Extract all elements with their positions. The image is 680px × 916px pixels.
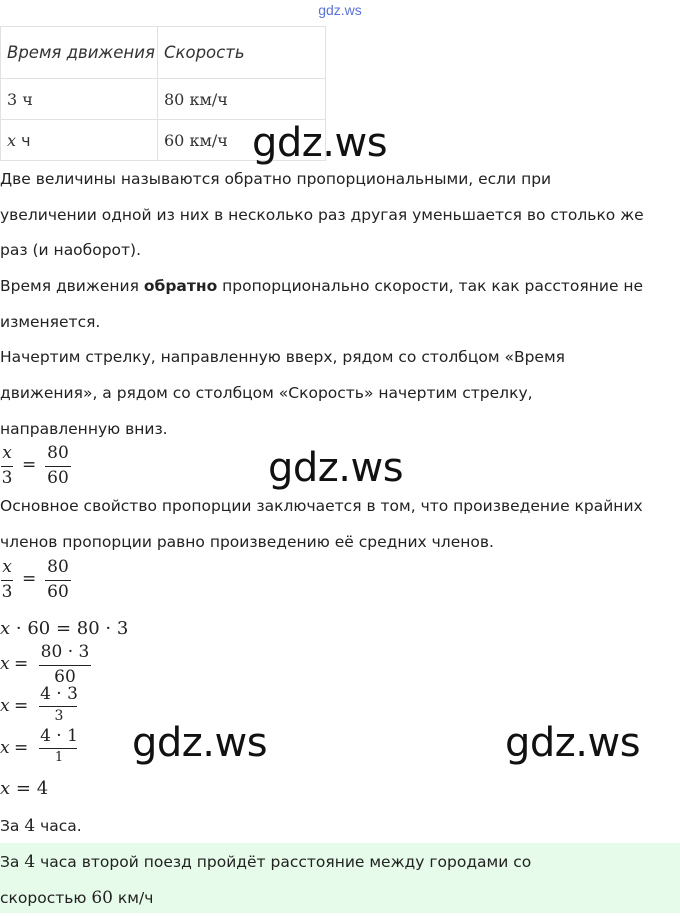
table-row	[1, 79, 326, 120]
text: км/ч	[113, 889, 154, 907]
numerator: 80	[47, 443, 69, 463]
var-x: x	[0, 654, 10, 674]
answer-line	[0, 844, 531, 880]
equals-sign: =	[22, 569, 37, 589]
text: часа.	[35, 817, 82, 835]
var-x: x	[0, 738, 10, 758]
text: За	[0, 853, 25, 871]
cell-speed-2: 60 км/ч	[158, 120, 326, 161]
answer-line	[0, 880, 153, 916]
text: пропорционально скорости, так как расстояние не	[217, 277, 644, 295]
equation-rest: = 4	[15, 778, 49, 799]
var-x: x	[0, 618, 11, 639]
paragraph-line: раз (и наоборот).	[0, 241, 142, 259]
text: Время движения	[0, 277, 144, 295]
answer-box	[0, 843, 680, 913]
equation-fraction-2	[0, 684, 100, 730]
equation-product	[0, 618, 128, 639]
equals-sign: =	[14, 738, 29, 758]
proportion-2	[0, 557, 80, 605]
table-header-row	[1, 27, 326, 79]
paragraph-line: Основное свойство пропорции заключается в том, что произведение крайних	[0, 497, 643, 515]
paragraph-line	[0, 268, 643, 304]
watermark: gdz.ws	[252, 120, 388, 166]
numerator: 80 · 3	[40, 642, 90, 662]
equals-sign: =	[22, 455, 37, 475]
short-answer	[0, 808, 82, 844]
var-x: x	[0, 778, 11, 799]
number: 60	[91, 888, 113, 908]
fraction-bar	[39, 665, 91, 666]
numerator: x	[2, 443, 12, 463]
denominator: 60	[47, 582, 69, 602]
fraction-bar	[39, 706, 77, 707]
paragraph-line: членов пропорции равно произведению её средних членов.	[0, 533, 494, 551]
header-speed: Скорость	[158, 27, 326, 79]
denominator: 3	[54, 708, 64, 724]
cell-time-1: 3 ч	[1, 79, 158, 120]
watermark: gdz.ws	[268, 445, 404, 491]
denominator: 3	[1, 582, 13, 602]
unit-hours: ч	[21, 130, 31, 150]
cell-time-2	[1, 120, 158, 161]
paragraph-line: Начертим стрелку, направленную вверх, рядом со столбцом «Время	[0, 348, 565, 366]
paragraph-line: изменяется.	[0, 313, 101, 331]
equals-sign: =	[14, 696, 29, 716]
proportion-1	[0, 443, 80, 491]
equation-result	[0, 778, 48, 799]
equation-fraction-1	[0, 642, 120, 690]
denominator: 60	[47, 468, 69, 488]
denominator: 3	[1, 468, 13, 488]
var-x: x	[0, 696, 10, 716]
fraction-bar	[39, 748, 77, 749]
text: скоростью	[0, 889, 92, 907]
numerator: 80	[47, 557, 69, 577]
equation-fraction-3	[0, 726, 100, 772]
text: За	[0, 817, 25, 835]
fraction-bar	[1, 466, 13, 467]
paragraph-line: движения», а рядом со столбцом «Скорость» начертим стрелку,	[0, 384, 533, 402]
bold-word: обратно	[143, 277, 218, 295]
fraction-bar	[45, 580, 71, 581]
var-x: x	[7, 130, 17, 150]
cell-speed-1: 80 км/ч	[158, 79, 326, 120]
equals-sign: =	[14, 654, 29, 674]
paragraph-line: направленную вниз.	[0, 420, 168, 438]
fraction-bar	[1, 580, 13, 581]
paragraph-line: Две величины называются обратно пропорциональными, если при	[0, 170, 552, 188]
watermark: gdz.ws	[132, 720, 268, 766]
header-time: Время движения	[1, 27, 158, 79]
number: 4	[24, 816, 36, 836]
denominator: 60	[54, 667, 76, 687]
number: 4	[24, 852, 36, 872]
top-watermark: gdz.ws	[318, 2, 362, 18]
numerator: x	[2, 557, 12, 577]
equation-rest: · 60 = 80 · 3	[15, 618, 129, 639]
watermark: gdz.ws	[505, 720, 641, 766]
paragraph-line: увеличении одной из них в несколько раз другая уменьшается во столько же	[0, 206, 644, 224]
numerator: 4 · 1	[40, 726, 78, 746]
numerator: 4 · 3	[40, 684, 78, 704]
fraction-bar	[45, 466, 71, 467]
denominator: 1	[54, 750, 64, 765]
text: часа второй поезд пройдёт расстояние между городами со	[35, 853, 532, 871]
